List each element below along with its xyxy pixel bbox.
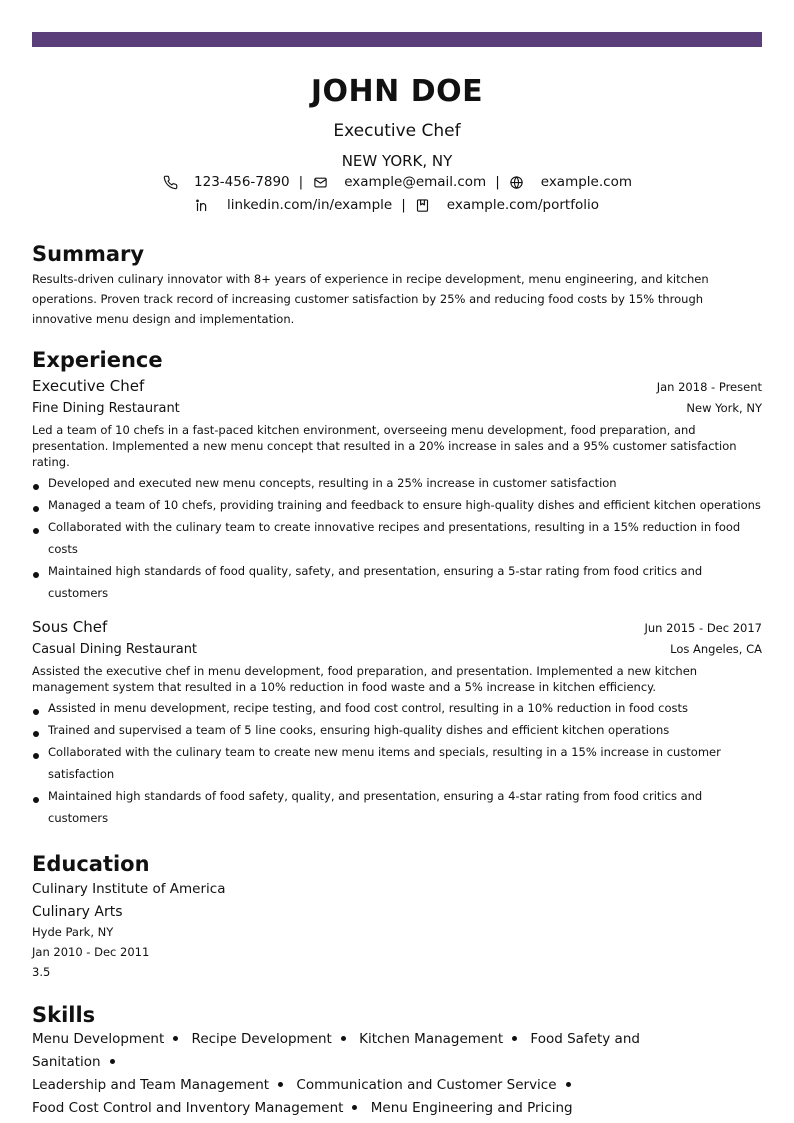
bullet-text: Maintained high standards of food safety, quality, and presentation, ensuring a 4-star rating from food critics and customers [48,789,703,825]
skills-heading: Skills [32,1003,96,1027]
education-school: Culinary Institute of America [32,881,226,897]
linkedin-text[interactable]: linkedin.com/in/example [226,197,393,213]
skill-dot [566,1082,571,1087]
bullet-text: Assisted in menu development, recipe testing, and food cost control, resulting in a 10% reduction in food costs [48,701,688,715]
skill-label: Food Safety and Sanitation [32,1031,640,1070]
job-description: Assisted the executive chef in menu development, food preparation, and presentation. Implemented a new kitchen management system that resulted in a 10% reduction in food waste and a 5% increase in kitchen efficiency. [32,664,698,694]
bullet-dot [33,797,39,803]
bookmark-icon [415,197,431,213]
skill-item [371,1100,573,1116]
job-bullets [32,697,762,829]
list-item [32,719,762,741]
skill-label: Menu Engineering and Pricing [370,1100,573,1116]
skill-label: Recipe Development [191,1031,332,1047]
skill-item [192,1031,355,1047]
bullet-dot [33,506,39,512]
contact-separator: | [495,174,500,190]
job-header [32,616,762,638]
bullet-dot [33,528,39,534]
job-dates: Jun 2015 - Dec 2017 [644,621,762,635]
list-item [32,560,762,604]
list-item [32,785,762,829]
list-item [32,741,762,785]
list-item [32,472,762,494]
linkedin-icon [195,197,211,213]
job-entry [32,375,762,604]
accent-bar [32,32,762,47]
education-location: Hyde Park, NY [32,925,114,939]
job-bullets [32,472,762,604]
skill-item [359,1031,526,1047]
bullet-dot [33,753,39,759]
contact-row-primary [32,172,762,192]
job-dates: Jan 2018 - Present [656,380,762,394]
experience-heading: Experience [32,348,163,372]
skill-label: Communication and Customer Service [296,1077,557,1093]
contact-separator: | [401,197,406,213]
summary-text: Results-driven culinary innovator with 8+ years of experience in recipe development, menu engineering, and kitchen operations. Proven track record of increasing customer satisfaction by 25% and reducing food costs by 15% through innovative menu design and implementation. [32,272,709,326]
job-description: Led a team of 10 chefs in a fast-paced kitchen environment, overseeing menu development, food preparation, and presentation. Implemented a new menu concept that resulted in a 20% increase in sales and a 95% customer satisfaction rating. [32,423,737,469]
bullet-text: Managed a team of 10 chefs, providing training and feedback to ensure high-quality dishes and efficient kitchen operations [48,498,761,512]
contact-separator: | [298,174,304,190]
education-dates: Jan 2010 - Dec 2011 [32,945,150,959]
skills-list [32,1028,692,1120]
skill-dot [512,1036,517,1041]
job-subheader [32,638,762,660]
bullet-text: Developed and executed new menu concepts, resulting in a 25% increase in customer satisfaction [48,476,617,490]
job-location: New York, NY [686,401,762,415]
job-header [32,375,762,397]
job-company: Casual Dining Restaurant [32,642,198,657]
education-heading: Education [32,852,150,876]
skill-label: Menu Development [32,1031,165,1047]
skill-dot [110,1059,115,1064]
skill-dot [341,1036,346,1041]
website-text[interactable]: example.com [540,174,632,190]
resume-page [32,32,762,1120]
job-role: Executive Chef [32,377,145,395]
mail-icon [312,174,328,190]
skill-item [32,1031,187,1047]
skill-label: Leadership and Team Management [32,1077,270,1093]
job-company: Fine Dining Restaurant [32,401,180,416]
resume-header [32,74,762,215]
candidate-title: Executive Chef [333,121,461,141]
bullet-text: Maintained high standards of food quality, safety, and presentation, ensuring a 5-star rating from food critics and customers [48,564,703,600]
summary-heading: Summary [32,242,145,266]
job-role: Sous Chef [32,618,108,636]
globe-icon [509,174,525,190]
education-degree: Culinary Arts [32,904,123,920]
candidate-name: JOHN DOE [310,74,484,109]
bullet-dot [33,484,39,490]
bullet-dot [33,709,39,715]
skill-dot [278,1082,283,1087]
education-gpa: 3.5 [32,965,51,979]
bullet-text: Collaborated with the culinary team to create innovative recipes and presentations, resulting in a 15% reduction in food costs [48,520,741,556]
portfolio-text[interactable]: example.com/portfolio [446,197,599,213]
job-entry [32,616,762,829]
list-item [32,494,762,516]
phone-icon [162,174,178,190]
job-subheader [32,397,762,419]
list-item [32,697,762,719]
skill-dot [173,1036,178,1041]
candidate-location: NEW YORK, NY [341,152,453,170]
bullet-dot [33,731,39,737]
phone-text[interactable]: 123-456-7890 [194,174,290,190]
skill-label: Food Cost Control and Inventory Management [32,1100,344,1116]
bullet-text: Trained and supervised a team of 5 line cooks, ensuring high-quality dishes and efficient kitchen operations [48,723,670,737]
list-item [32,516,762,560]
email-text[interactable]: example@email.com [344,174,487,190]
job-location: Los Angeles, CA [670,642,762,656]
bullet-dot [33,572,39,578]
skill-item [32,1077,292,1093]
bullet-text: Collaborated with the culinary team to create new menu items and specials, resulting in a 15% increase in customer satisfaction [48,745,721,781]
skill-label: Kitchen Management [359,1031,504,1047]
skill-item [32,1100,366,1116]
skill-dot [352,1105,357,1110]
skill-item [296,1077,579,1093]
contact-row-secondary [32,195,762,215]
